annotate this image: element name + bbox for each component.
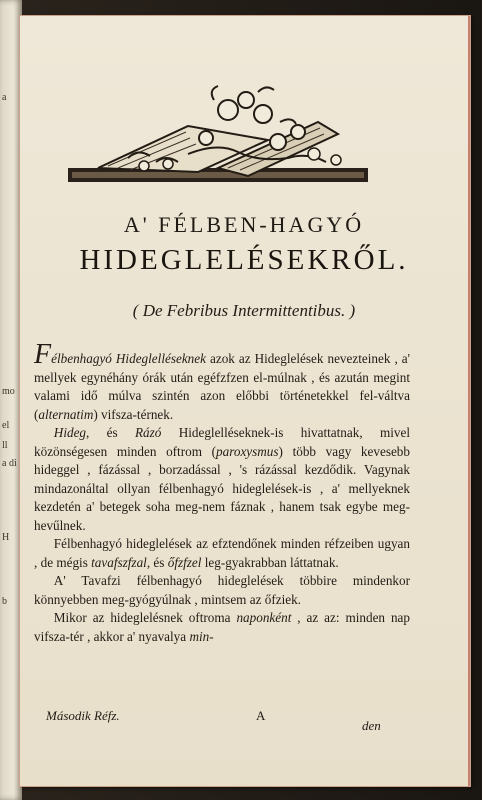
paragraph-text: ) több vagy kevesebb hideggel , fázással , borzadással , 's rázással kezdődik. Vagynak mindazonáltal ollyan félbenhagyó hideglelések-is , a' mellyeknek kezdetén a' betegek soha meg-nem fáznak , hanem tsak egybe meg-hevűlnek. (34, 443, 410, 533)
paragraph-1 (34, 339, 411, 424)
left-margin-fragment: a di (2, 458, 17, 469)
term-italic: paroxysmus (216, 443, 279, 459)
paragraph-text: , az az: minden nap vifsza-tér , akkor a' nyavalya (34, 610, 410, 644)
chapter-subtitle-latin: ( De Febribus Intermittentibus. ) (132, 301, 356, 320)
paragraph-4: A' Tavafzi félbenhagyó hideglelések többire mindenkor könnyebben meg-gyógyúlnak , mintsem az őfziek. (34, 573, 410, 607)
paragraph-2 (34, 424, 410, 535)
term-italic: Hideg (53, 425, 87, 440)
chapter-title-line-1: A' FÉLBEN-HAGYÓ (123, 212, 365, 237)
term-italic: alternatim (38, 406, 94, 422)
left-margin-fragment: ll (2, 440, 8, 451)
term-italic: élbenhagyó Hideglelléseknek (51, 351, 206, 366)
term-italic: tavafszfzal (91, 554, 147, 570)
paragraph-text: Félbenhagyó hideglelések az efztendőnek minden réfzeiben ugyan , de mégis (34, 536, 410, 570)
paragraph-text: ) vifsza-térnek. (93, 406, 174, 422)
drop-cap: F (34, 339, 52, 370)
sheet-signature-letter: A (256, 708, 266, 723)
paragraph-text: leg-gyakrabban láttatnak. (201, 554, 339, 570)
term-italic: naponként (236, 610, 292, 625)
book-and-flowers-vignette-icon (68, 82, 368, 192)
term-italic: min- (189, 628, 214, 644)
left-page-edge (0, 0, 22, 800)
chapter-title-line-2: HIDEGLELÉSEKRŐL. (79, 244, 409, 276)
term-italic: őfzfzel (167, 554, 202, 570)
volume-signature: Második Réfz. (46, 708, 120, 723)
left-margin-fragment: a (2, 92, 7, 103)
page-body-text (34, 339, 411, 646)
paragraph-3 (34, 535, 410, 572)
paragraph-text: Mikor az hideglelésnek oftroma (53, 610, 237, 625)
paragraph-text: , és (86, 425, 135, 440)
paragraph-text: azok az Hideglelések nevezteinek , a' mellyek egynéhány órák után egéfzfzen el-múlnak , és azután megint valami idő múlva szintén azon előbbi történetekkel fel-váltva ( (34, 351, 411, 422)
catchword: den (362, 718, 381, 733)
left-margin-fragment: b (2, 596, 7, 607)
left-margin-fragment: H (2, 532, 10, 543)
paragraph-5 (34, 609, 410, 646)
book-page (20, 16, 470, 786)
paragraph-text: Hideglelléseknek-is hivattatnak, mivel közönségesen minden oftrom ( (34, 425, 410, 459)
left-margin-fragment: mo (2, 386, 15, 397)
term-italic: Rázó (134, 425, 162, 440)
left-margin-fragment: el (2, 420, 10, 431)
paragraph-text: , és (146, 554, 168, 570)
